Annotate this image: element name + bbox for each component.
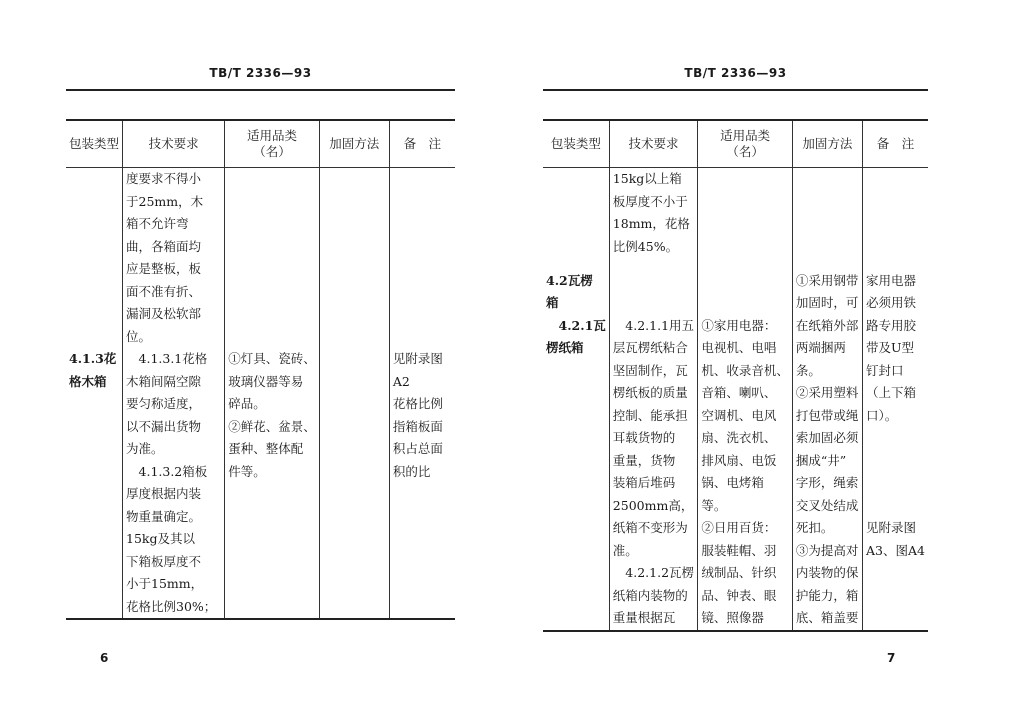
col-header-applicable-category: 适用品类 （名） bbox=[698, 120, 793, 168]
table-row bbox=[66, 348, 455, 619]
cell-applicable-category bbox=[698, 168, 793, 270]
right-standard-header: TB/T 2336—93 bbox=[684, 66, 787, 80]
cell-applicable-category: ①家用电器： 电视机、电唱 机、收录音机、 音箱、喇叭、 空调机、电风 扇、洗衣机、 排风扇、电饭 锅、电烤箱 等。 ②日用百货： 服装鞋帽、羽 绒制品、针织 品、钟表、眼 镜、照像器 bbox=[698, 270, 793, 631]
col-header-technical-requirement: 技术要求 bbox=[609, 120, 698, 168]
cell-remarks bbox=[863, 168, 928, 270]
cell-reinforcement-method bbox=[319, 168, 389, 349]
right-page bbox=[543, 0, 928, 724]
cell-technical-requirement: 4.1.3.1花格 木箱间隔空隙 要匀称适度， 以不漏出货物 为准。 4.1.3.2箱板 厚度根据内装 物重量确定。 15kg及其以 下箱板厚度不 小于15mm， 花格比例30%； bbox=[123, 348, 225, 619]
col-header-reinforcement-method: 加固方法 bbox=[792, 120, 862, 168]
cell-packaging-type: 4.1.3花 格木箱 bbox=[66, 348, 123, 619]
cell-remarks: 见附录图 A2 花格比例 指箱板面 积占总面 积的比 bbox=[389, 348, 455, 619]
cell-packaging-type bbox=[543, 168, 609, 270]
col-header-remarks: 备 注 bbox=[389, 120, 455, 168]
right-table-header-row bbox=[543, 120, 928, 168]
col-header-remarks: 备 注 bbox=[863, 120, 928, 168]
left-header-rule bbox=[66, 89, 455, 91]
cell-applicable-category bbox=[225, 168, 320, 349]
cell-technical-requirement: 度要求不得小 于25mm，木 箱不允许弯 曲，各箱面均 应是整板，板 面不准有折、 漏洞及松软部 位。 bbox=[123, 168, 225, 349]
cell-technical-requirement: 4.2.1.1用五 层瓦楞纸粘合 坚固制作，瓦 楞纸板的质量 控制、能承担 耳载货物的 重量，货物 装箱后堆码 2500mm高， 纸箱不变形为 准。 4.2.1.2瓦楞 纸箱内装物的 重量根据瓦 bbox=[609, 270, 698, 631]
cell-reinforcement-method bbox=[792, 168, 862, 270]
left-standard-header: TB/T 2336—93 bbox=[209, 66, 312, 80]
cell-packaging-type bbox=[66, 168, 123, 349]
col-header-packaging-type: 包装类型 bbox=[543, 120, 609, 168]
cell-technical-requirement: 15kg以上箱 板厚度不小于 18mm，花格 比例45%。 bbox=[609, 168, 698, 270]
right-page-number: 7 bbox=[887, 651, 896, 665]
left-table-header-row bbox=[66, 120, 455, 168]
left-spec-table bbox=[66, 119, 455, 620]
col-header-applicable-category: 适用品类 （名） bbox=[225, 120, 320, 168]
table-row bbox=[543, 168, 928, 270]
cell-packaging-type: 4.2瓦楞 箱 4.2.1瓦 楞纸箱 bbox=[543, 270, 609, 631]
right-spec-table bbox=[543, 119, 928, 632]
cell-remarks: 家用电器 必须用铁 路专用胶 带及U型 钉封口 （上下箱 口）。 见附录图 A3、图A4 bbox=[863, 270, 928, 631]
table-row bbox=[66, 168, 455, 349]
left-page-number: 6 bbox=[100, 651, 109, 665]
cell-applicable-category: ①灯具、瓷砖、 玻璃仪器等易 碎品。 ②鲜花、盆景、 蛋种、整体配 件等。 bbox=[225, 348, 320, 619]
col-header-packaging-type: 包装类型 bbox=[66, 120, 123, 168]
left-page bbox=[66, 0, 455, 724]
table-row bbox=[543, 270, 928, 631]
col-header-technical-requirement: 技术要求 bbox=[123, 120, 225, 168]
col-header-reinforcement-method: 加固方法 bbox=[319, 120, 389, 168]
cell-reinforcement-method: ①采用钢带 加固时，可 在纸箱外部 两端捆两 条。 ②采用塑料 打包带或绳 索加固必须 捆成“井” 字形，绳索 交叉处结成 死扣。 ③为提高对 内装物的保 护能力，箱 底、箱盖要 bbox=[792, 270, 862, 631]
cell-reinforcement-method bbox=[319, 348, 389, 619]
right-header-rule bbox=[543, 89, 928, 91]
cell-remarks bbox=[389, 168, 455, 349]
